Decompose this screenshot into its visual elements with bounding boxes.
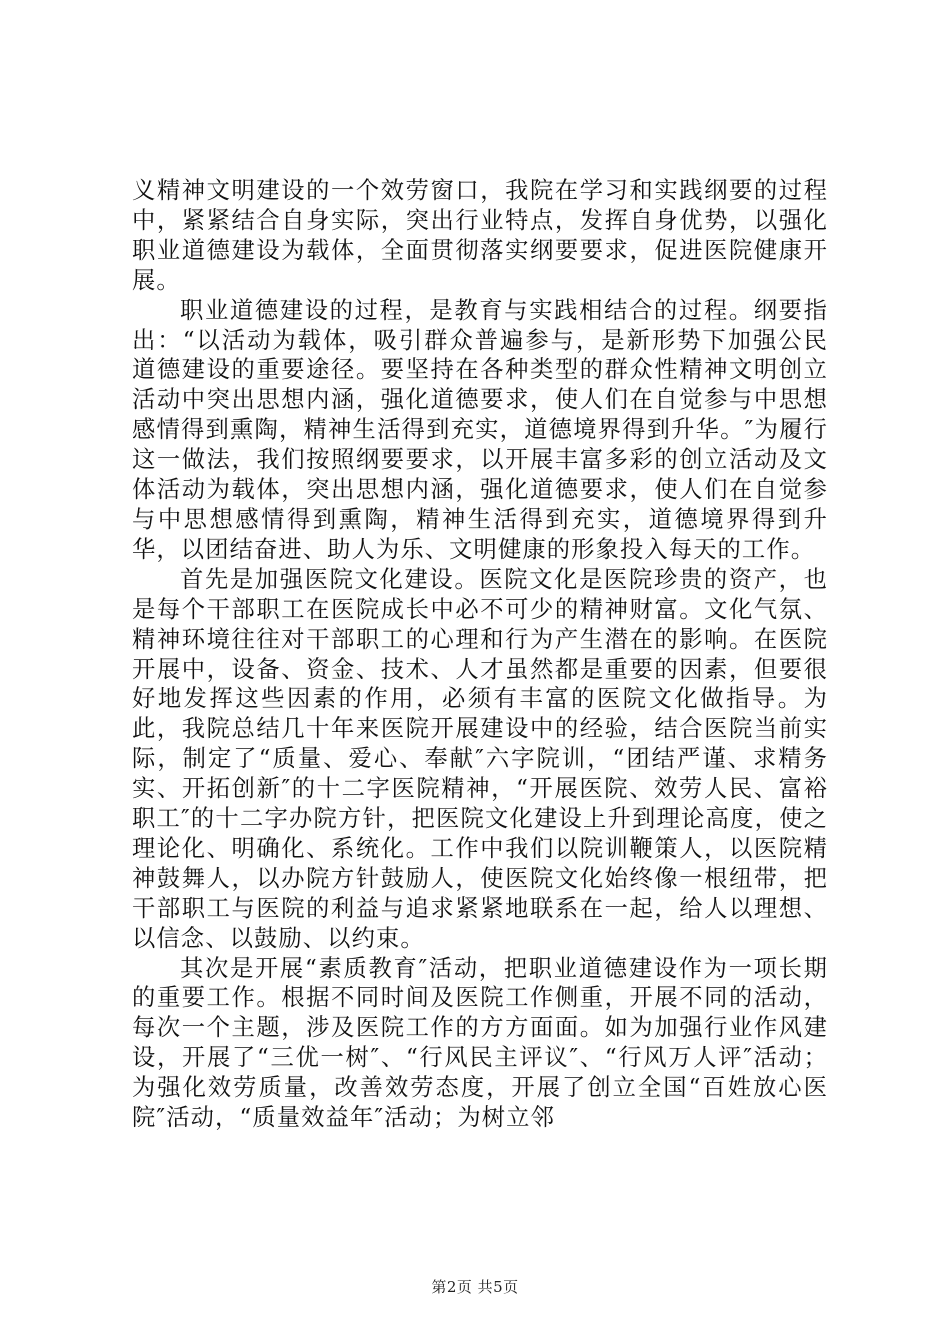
page-number-footer: 第2页 共5页 <box>431 1278 519 1296</box>
paragraph-1: 义精神文明建设的一个效劳窗口，我院在学习和实践纲要的过程中，紧紧结合自身实际，突出行业特点，发挥自身优势，以强化职业道德建设为载体，全面贯彻落实纲要要求，促进医院健康开展。 <box>132 177 828 294</box>
paragraph-2: 职业道德建设的过程，是教育与实践相结合的过程。纲要指出：“以活动为载体，吸引群众普遍参与，是新形势下加强公民道德建设的重要途径。要坚持在各种类型的群众性精神文明创立活动中突出思想内涵，强化道德要求，使人们在自觉参与中思想感情得到熏陶，精神生活得到充实，道德境界得到升华。″为履行这一做法，我们按照纲要要求，以开展丰富多彩的创立活动及文体活动为载体，突出思想内涵，强化道德要求，使人们在自觉参与中思想感情得到熏陶，精神生活得到充实，道德境界得到升华，以团结奋进、助人为乐、文明健康的形象投入每天的工作。 <box>132 296 828 563</box>
paragraph-4: 其次是开展“素质教育″活动，把职业道德建设作为一项长期的重要工作。根据不同时间及医院工作侧重，开展不同的活动，每次一个主题，涉及医院工作的方方面面。如为加强行业作风建设，开展了“三优一树″、“行风民主评议″、“行风万人评″活动；为强化效劳质量，改善效劳态度，开展了创立全国“百姓放心医院″活动，“质量效益年″活动；为树立邻 <box>132 954 828 1132</box>
paragraph-3: 首先是加强医院文化建设。医院文化是医院珍贵的资产，也是每个干部职工在医院成长中必不可少的精神财富。文化气氛、精神环境往往对干部职工的心理和行为产生潜在的影响。在医院开展中，设备、资金、技术、人才虽然都是重要的因素，但要很好地发挥这些因素的作用，必须有丰富的医院文化做指导。为此，我院总结几十年来医院开展建设中的经验，结合医院当前实际，制定了“质量、爱心、奉献″六字院训，“团结严谨、求精务实、开拓创新″的十二字医院精神，“开展医院、效劳人民、富裕职工″的十二字办院方针，把医院文化建设上升到理论高度，使之理论化、明确化、系统化。工作中我们以院训鞭策人，以医院精神鼓舞人，以办院方针鼓励人，使医院文化始终像一根纽带，把干部职工与医院的利益与追求紧紧地联系在一起，给人以理想、以信念、以鼓励、以约束。 <box>132 565 828 952</box>
document-body <box>132 176 828 1133</box>
